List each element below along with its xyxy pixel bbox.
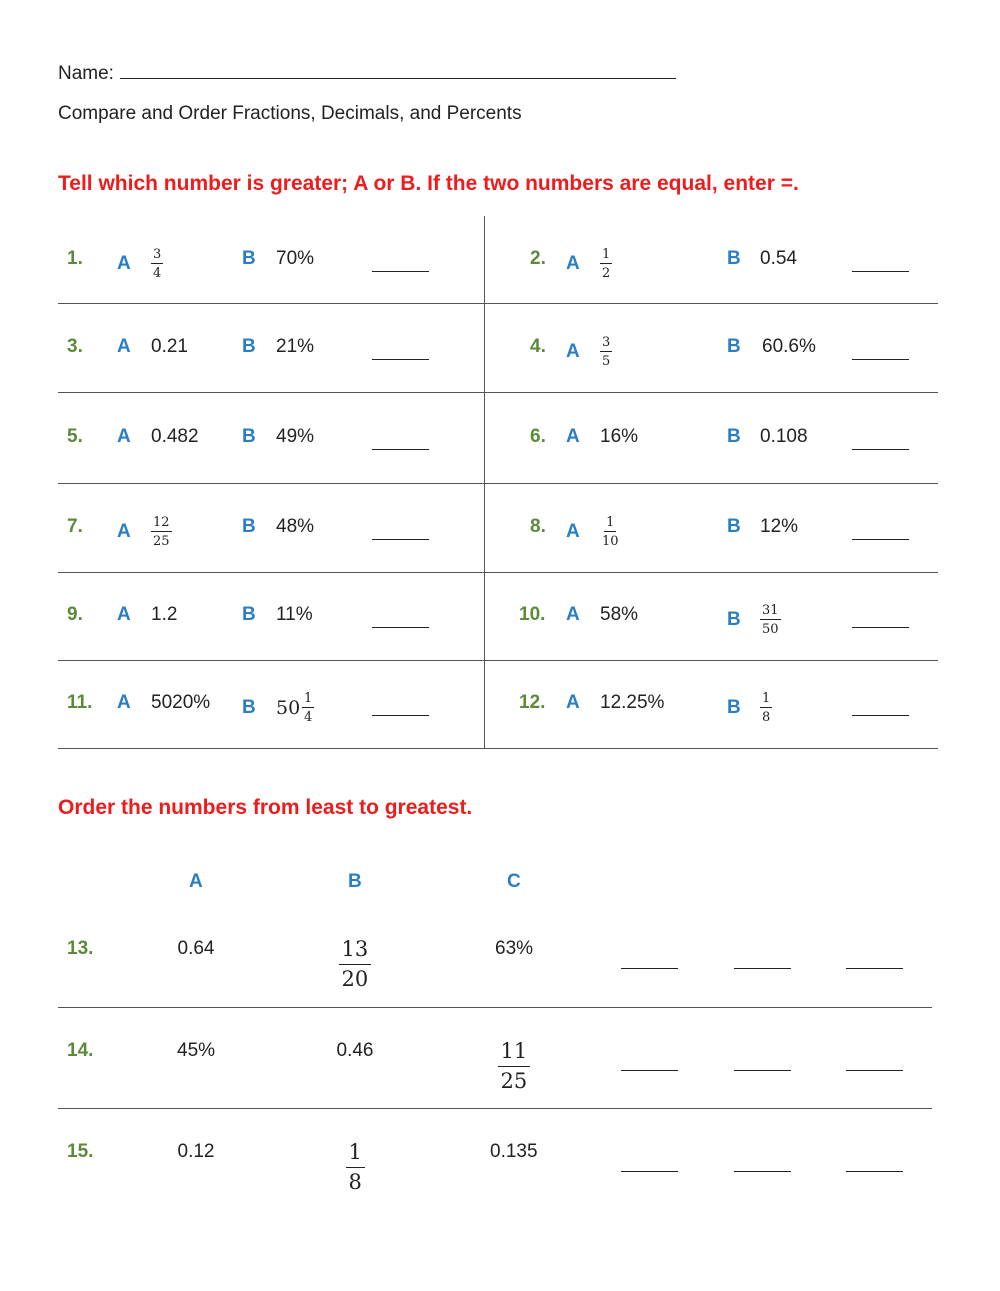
- item-number: 9.: [67, 604, 83, 625]
- row-divider: [58, 483, 938, 484]
- answer-blank[interactable]: [846, 1069, 903, 1071]
- fraction-denominator: 2: [602, 265, 611, 281]
- item-number: 12.: [519, 692, 546, 713]
- choice-b-label: B: [242, 515, 256, 537]
- answer-blank[interactable]: [372, 270, 429, 272]
- choice-b-label: B: [727, 425, 741, 447]
- answer-blank[interactable]: [852, 448, 909, 450]
- fraction: [339, 936, 372, 991]
- fraction-numerator: 3: [602, 334, 611, 350]
- fraction: [600, 336, 612, 368]
- choice-a-label: A: [566, 252, 580, 274]
- value-text: 0.135: [490, 1141, 538, 1162]
- choice-a-label: A: [117, 425, 131, 447]
- answer-blank[interactable]: [734, 1170, 791, 1172]
- item-number: 3.: [67, 335, 83, 357]
- answer-blank[interactable]: [372, 448, 429, 450]
- choice-b-label: B: [242, 335, 256, 357]
- column-divider: [484, 216, 485, 748]
- fraction: [346, 1139, 365, 1194]
- row-divider: [58, 660, 938, 661]
- fraction-denominator: 8: [762, 710, 771, 725]
- choice-a-label: A: [117, 520, 131, 542]
- choice-a-label: A: [117, 604, 131, 625]
- fraction-numerator: 31: [762, 603, 779, 618]
- choice-b-label: B: [727, 247, 741, 269]
- fraction-numerator: 1: [346, 1142, 365, 1168]
- item-number: 1.: [67, 247, 83, 269]
- value-text: 12%: [760, 515, 799, 537]
- choice-a-label: A: [566, 520, 580, 542]
- answer-blank[interactable]: [621, 1069, 678, 1071]
- value-text: 5020%: [151, 692, 211, 713]
- fraction: [151, 248, 163, 280]
- value-text: 60.6%: [762, 335, 816, 357]
- answer-blank[interactable]: [734, 1069, 791, 1071]
- value-text: 0.46: [336, 1040, 374, 1061]
- row-divider: [58, 748, 938, 749]
- choice-b-label: B: [727, 515, 741, 537]
- fraction-denominator: 25: [153, 533, 170, 549]
- choice-b-label: B: [727, 335, 741, 357]
- item-number: 7.: [67, 515, 83, 537]
- fraction: [600, 248, 612, 280]
- name-blank[interactable]: [120, 60, 676, 79]
- item-number: 14.: [67, 1040, 94, 1061]
- column-header-c: C: [507, 871, 521, 892]
- value-text: 49%: [276, 425, 315, 447]
- choice-a-label: A: [566, 604, 580, 625]
- fraction: [151, 516, 172, 548]
- choice-a-label: A: [566, 340, 580, 362]
- row-divider: [58, 303, 938, 304]
- value-text: 16%: [600, 425, 639, 447]
- item-number: 11.: [67, 692, 93, 713]
- mixed-whole-number: 50: [276, 697, 301, 719]
- choice-b-label: B: [242, 604, 256, 625]
- answer-blank[interactable]: [621, 1170, 678, 1172]
- value-text: 70%: [276, 247, 315, 269]
- value-text: 48%: [276, 515, 315, 537]
- row-divider: [58, 392, 938, 393]
- value-text: 11%: [276, 604, 313, 625]
- section1-instruction: Tell which number is greater; A or B. If the two numbers are equal, enter =.: [58, 172, 799, 195]
- name-field: [58, 60, 676, 85]
- item-number: 6.: [530, 425, 546, 447]
- item-number: 13.: [67, 938, 94, 959]
- answer-blank[interactable]: [372, 714, 429, 716]
- answer-blank[interactable]: [852, 538, 909, 540]
- value-text: 0.64: [177, 938, 215, 959]
- choice-a-label: A: [117, 335, 131, 357]
- fraction: [498, 1038, 531, 1093]
- fraction: [760, 604, 781, 636]
- value-text: 0.482: [151, 425, 199, 447]
- column-header-a: A: [189, 871, 203, 892]
- item-number: 8.: [530, 515, 546, 537]
- item-number: 5.: [67, 425, 83, 447]
- answer-blank[interactable]: [372, 358, 429, 360]
- value-text: 58%: [600, 604, 639, 625]
- row-divider: [58, 1007, 932, 1008]
- fraction-denominator: 50: [762, 622, 779, 637]
- row-divider: [58, 572, 938, 573]
- section2-instruction: Order the numbers from least to greatest.: [58, 796, 473, 819]
- value-text: 21%: [276, 335, 315, 357]
- answer-blank[interactable]: [734, 967, 791, 969]
- name-label: Name:: [58, 63, 114, 84]
- answer-blank[interactable]: [372, 538, 429, 540]
- fraction-numerator: 1: [304, 691, 313, 706]
- fraction-numerator: 1: [602, 246, 611, 262]
- fraction: [600, 516, 621, 548]
- answer-blank[interactable]: [852, 358, 909, 360]
- answer-blank[interactable]: [621, 967, 678, 969]
- fraction-denominator: 8: [348, 1169, 362, 1194]
- value-text: 45%: [177, 1040, 216, 1061]
- value-text: 0.54: [760, 247, 797, 269]
- value-text: 0.21: [151, 335, 188, 357]
- answer-blank[interactable]: [846, 967, 903, 969]
- answer-blank[interactable]: [852, 626, 909, 628]
- fraction-denominator: 5: [602, 353, 611, 369]
- fraction-denominator: 4: [153, 265, 162, 281]
- choice-b-label: B: [242, 697, 256, 718]
- choice-a-label: A: [566, 425, 580, 447]
- fraction-numerator: 3: [153, 246, 162, 262]
- choice-a-label: A: [117, 692, 131, 713]
- item-number: 15.: [67, 1141, 94, 1162]
- value-text: 12.25%: [600, 692, 665, 713]
- choice-b-label: B: [727, 697, 741, 718]
- choice-b-label: B: [242, 247, 256, 269]
- choice-b-label: B: [242, 425, 256, 447]
- fraction-denominator: 10: [602, 533, 619, 549]
- fraction-denominator: 20: [341, 966, 369, 991]
- worksheet-title: Compare and Order Fractions, Decimals, and Percents: [58, 103, 522, 124]
- value-text: 0.108: [760, 425, 808, 447]
- fraction-numerator: 1: [606, 514, 615, 530]
- answer-blank[interactable]: [852, 270, 909, 272]
- item-number: 10.: [519, 604, 546, 625]
- answer-blank[interactable]: [852, 714, 909, 716]
- answer-blank[interactable]: [846, 1170, 903, 1172]
- value-text: 1.2: [151, 604, 178, 625]
- value-text: 0.12: [177, 1141, 215, 1162]
- fraction: [302, 692, 314, 724]
- fraction-numerator: 13: [339, 939, 372, 965]
- column-header-b: B: [348, 871, 362, 892]
- item-number: 2.: [530, 247, 546, 269]
- fraction-denominator: 25: [500, 1068, 528, 1093]
- choice-b-label: B: [727, 609, 741, 630]
- value-text: 63%: [495, 938, 534, 959]
- choice-a-label: A: [566, 692, 580, 713]
- fraction-numerator: 12: [153, 514, 170, 530]
- row-divider: [58, 1108, 932, 1109]
- fraction: [760, 692, 772, 724]
- choice-a-label: A: [117, 252, 131, 274]
- fraction-numerator: 1: [762, 691, 771, 706]
- fraction-numerator: 11: [498, 1041, 531, 1067]
- answer-blank[interactable]: [372, 626, 429, 628]
- fraction-denominator: 4: [304, 710, 313, 725]
- item-number: 4.: [530, 335, 546, 357]
